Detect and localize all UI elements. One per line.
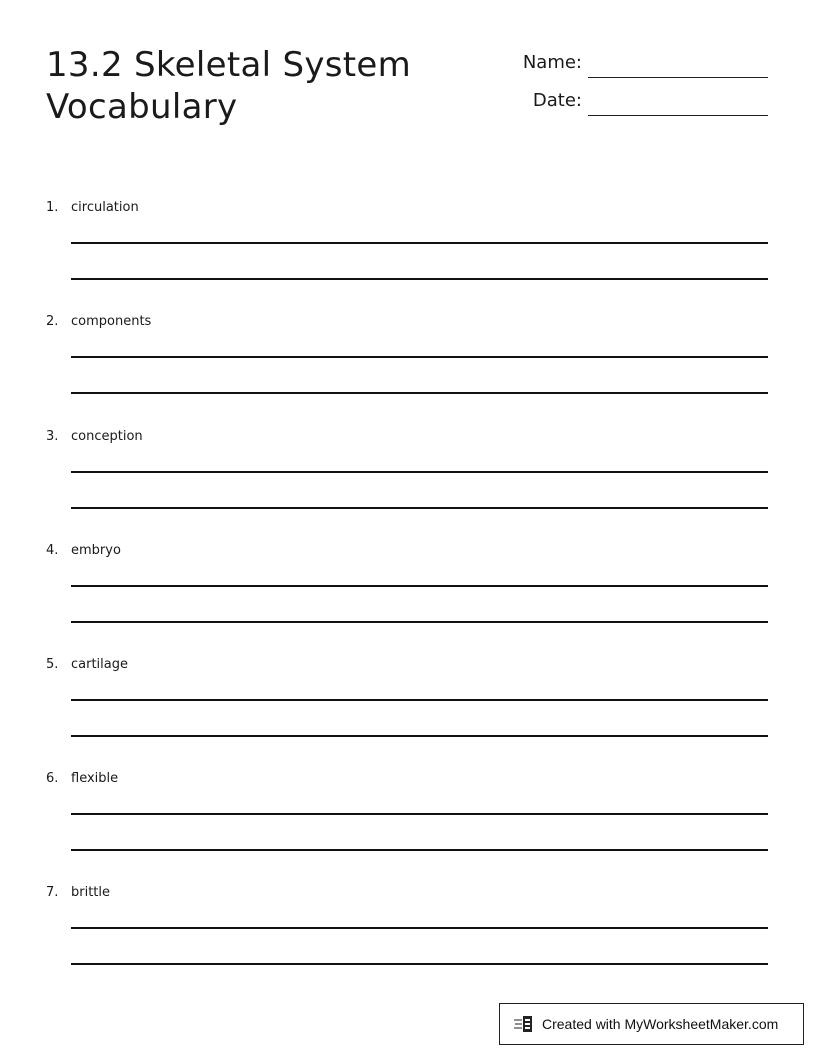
date-label: Date:	[532, 90, 582, 111]
item-word: conception	[71, 429, 143, 444]
answer-line[interactable]	[71, 278, 768, 280]
footer-badge[interactable]	[499, 1003, 804, 1045]
vocab-item	[46, 314, 768, 414]
name-blank-line[interactable]	[588, 77, 768, 78]
name-label: Name:	[522, 52, 582, 73]
item-word: flexible	[71, 771, 119, 786]
answer-line[interactable]	[71, 392, 768, 394]
answer-line[interactable]	[71, 699, 768, 701]
answer-line[interactable]	[71, 242, 768, 244]
item-number: 7.	[46, 885, 59, 900]
item-number: 6.	[46, 771, 59, 786]
item-word: brittle	[71, 885, 111, 900]
vocab-item	[46, 885, 768, 985]
vocab-item	[46, 657, 768, 757]
item-number: 1.	[46, 200, 59, 215]
vocab-item	[46, 200, 768, 300]
answer-line[interactable]	[71, 356, 768, 358]
item-number: 4.	[46, 543, 59, 558]
answer-line[interactable]	[71, 735, 768, 737]
answer-line[interactable]	[71, 585, 768, 587]
answer-line[interactable]	[71, 849, 768, 851]
answer-line[interactable]	[71, 927, 768, 929]
worksheet-title	[46, 44, 466, 128]
worksheet-maker-logo-icon	[514, 1013, 536, 1035]
vocab-item	[46, 771, 768, 871]
answer-line[interactable]	[71, 507, 768, 509]
date-field	[500, 86, 768, 116]
answer-line[interactable]	[71, 963, 768, 965]
vocab-item	[46, 543, 768, 643]
answer-line[interactable]	[71, 471, 768, 473]
item-number: 3.	[46, 429, 59, 444]
item-word: cartilage	[71, 657, 128, 672]
item-number: 5.	[46, 657, 59, 672]
name-field	[500, 48, 768, 78]
item-word: circulation	[71, 200, 139, 215]
item-word: embryo	[71, 543, 121, 558]
date-blank-line[interactable]	[588, 115, 768, 116]
title-line-2: Vocabulary	[46, 87, 238, 127]
item-number: 2.	[46, 314, 59, 329]
answer-line[interactable]	[71, 621, 768, 623]
answer-line[interactable]	[71, 813, 768, 815]
footer-text: Created with MyWorksheetMaker.com	[542, 1016, 779, 1032]
title-line-1: 13.2 Skeletal System	[46, 45, 412, 85]
vocab-item	[46, 429, 768, 529]
item-word: components	[71, 314, 152, 329]
